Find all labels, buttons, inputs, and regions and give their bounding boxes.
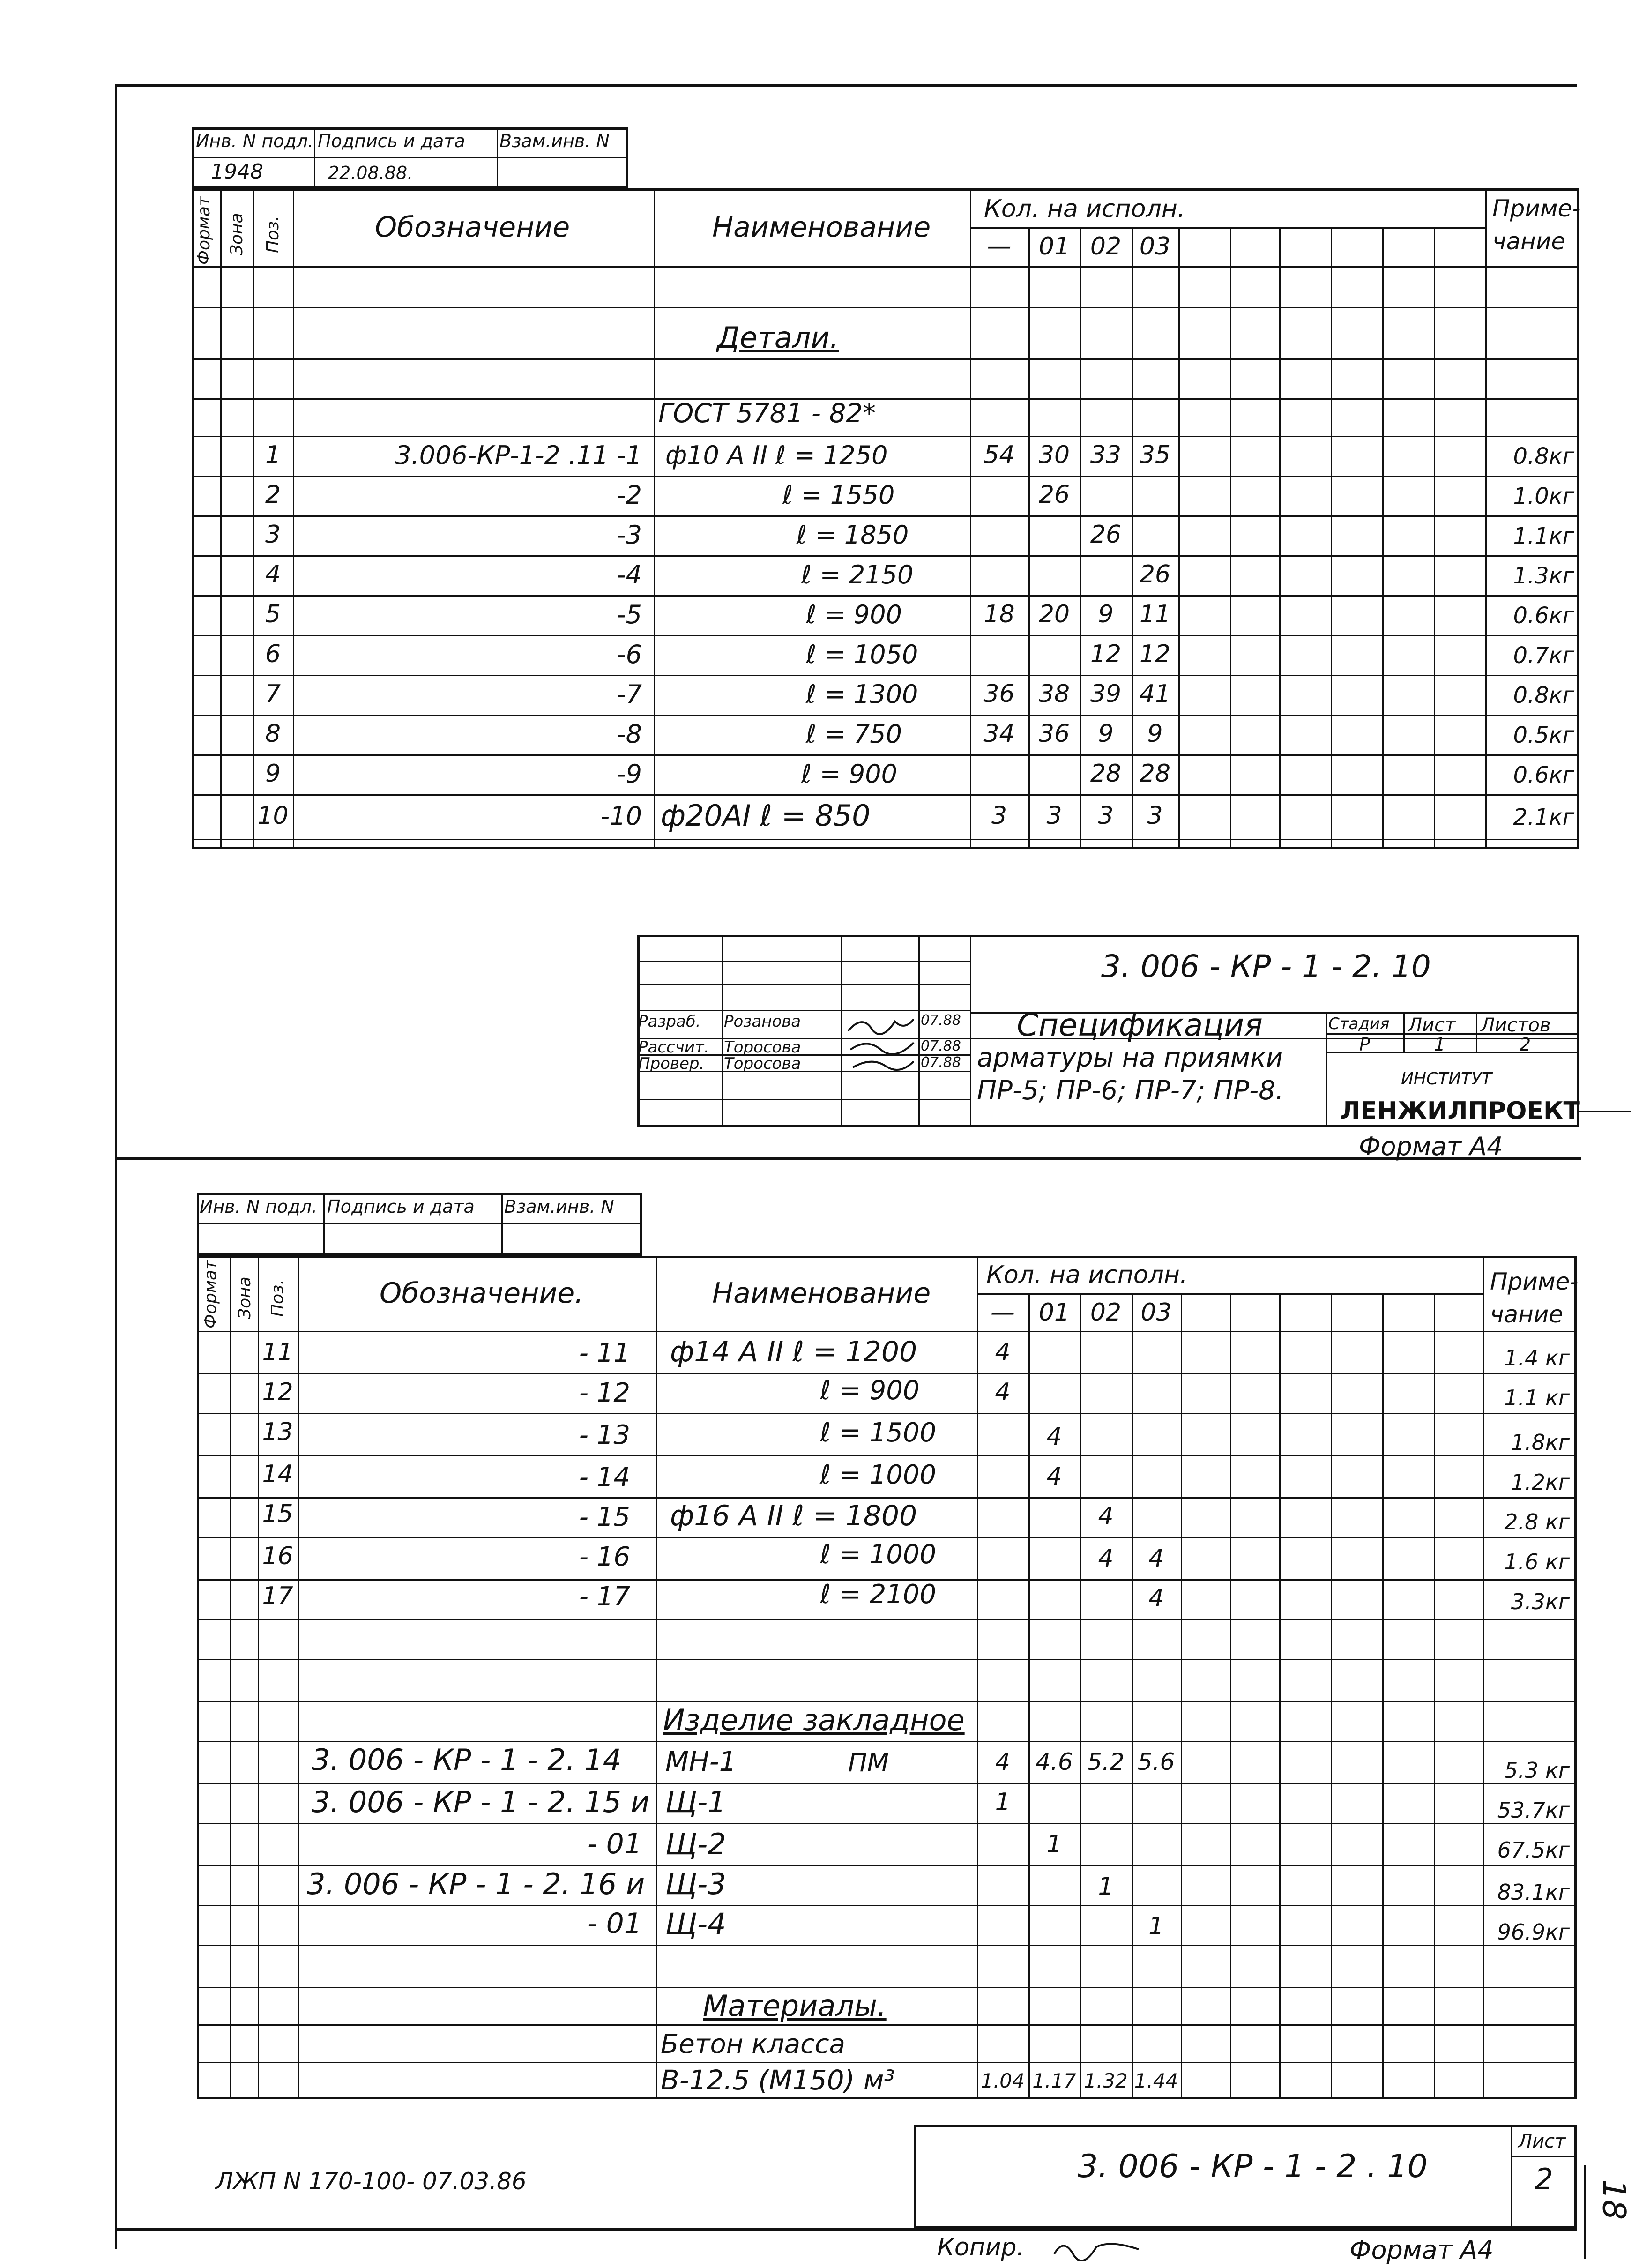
- spec-table-1: [192, 188, 1579, 849]
- standard-ref: ГОСТ 5781 - 82*: [658, 398, 876, 429]
- header-name: Наименование: [712, 211, 931, 244]
- stamp-inv-label: Инв. N подл.: [196, 131, 314, 151]
- sheet1-top-border: [115, 84, 1577, 87]
- sheet1-left-border: [115, 84, 117, 1162]
- title-reinforcement: арматуры на приямки: [977, 1043, 1283, 1073]
- stamp-date: 22.08.88.: [328, 163, 413, 183]
- copied-label: Копир.: [937, 2233, 1025, 2261]
- stamp-signature-label: Подпись и дата: [318, 131, 465, 151]
- header-designation: Обозначение: [375, 211, 570, 244]
- format-label-1: Формат А4: [1359, 1132, 1503, 1161]
- institute-name: ЛЕНЖИЛПРОЕКТ: [1340, 1097, 1580, 1125]
- header-zone: Зона: [227, 213, 246, 255]
- stamp-replacement-label: Взам.инв. N: [499, 131, 610, 151]
- section-details: Детали.: [717, 321, 839, 355]
- concrete-label: Бетон класса: [661, 2029, 845, 2059]
- title-spec: Спецификация: [1017, 1007, 1263, 1043]
- header-pos: Поз.: [263, 216, 283, 253]
- copier-signature: [1050, 2235, 1143, 2261]
- page-number: 18: [1595, 2179, 1632, 2220]
- footer-reference: ЛЖП N 170-100- 07.03.86: [216, 2168, 527, 2195]
- section-materials: Материалы.: [703, 1989, 887, 2023]
- footer-document-code: 3. 006 - КР - 1 - 2 . 10: [1078, 2148, 1428, 2185]
- header-qty: Кол. на исполн.: [984, 195, 1185, 223]
- document-code: 3. 006 - КР - 1 - 2. 10: [1101, 948, 1431, 985]
- signature-scribble: [843, 1012, 918, 1073]
- format-label-2: Формат А4: [1349, 2235, 1494, 2265]
- title-pits: ПР-5; ПР-6; ПР-7; ПР-8.: [977, 1075, 1284, 1106]
- header-note: Приме-: [1492, 195, 1581, 222]
- stamp-inv-number: 1948: [211, 160, 263, 184]
- stamp-top-divider: [192, 157, 628, 158]
- sheet2-left-border: [115, 1157, 117, 2249]
- section-embedded: Изделие закладное: [663, 1703, 965, 1737]
- header-format: Формат: [194, 196, 214, 265]
- footer-sheet-number: 2: [1535, 2162, 1553, 2196]
- concrete-grade: В-12.5 (М150) м³: [661, 2064, 895, 2096]
